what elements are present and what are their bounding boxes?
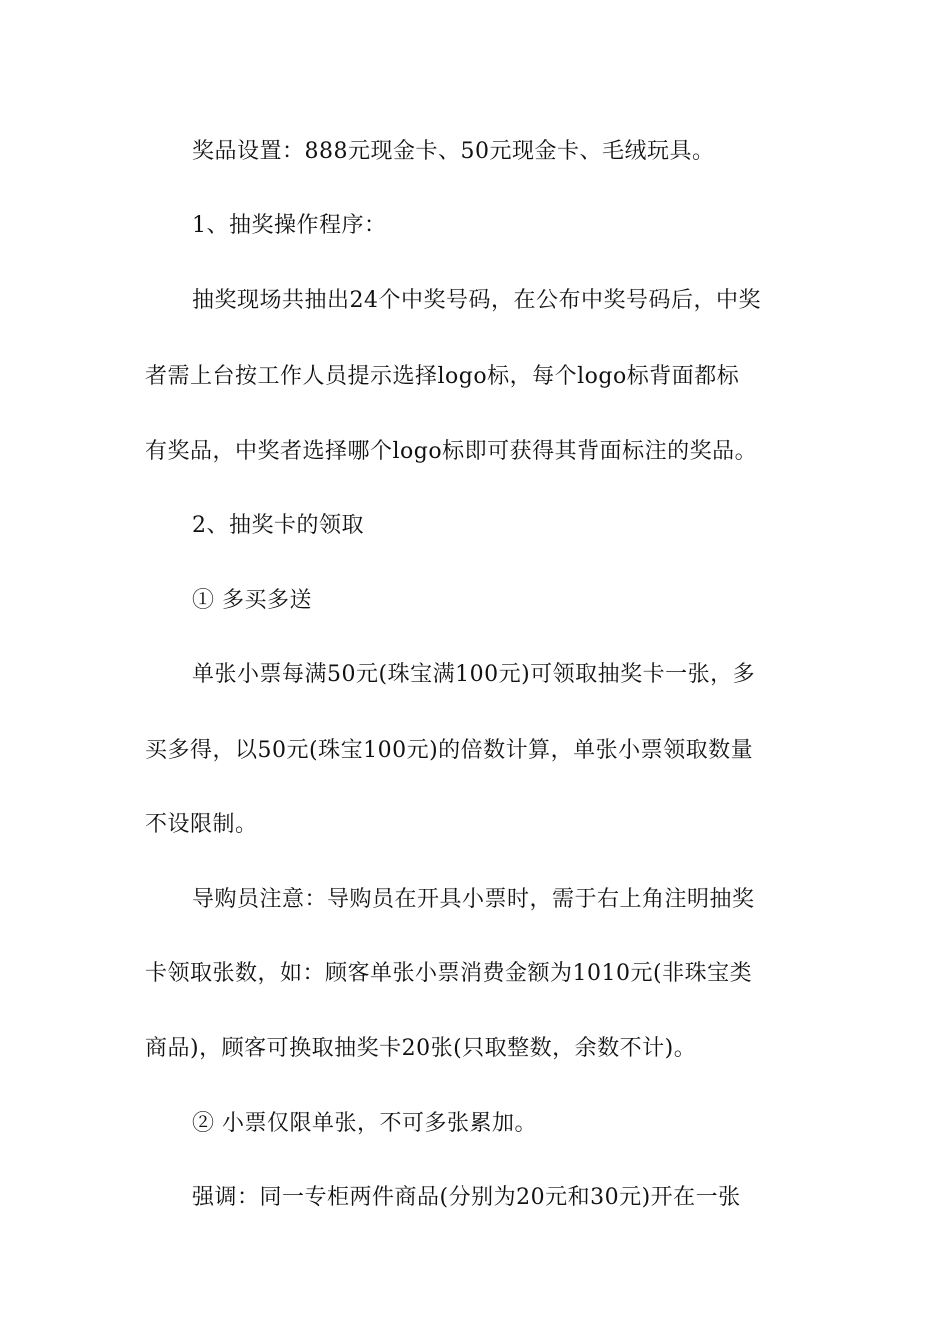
prize-settings-line: 奖品设置：888元现金卡、50元现金卡、毛绒玩具。	[192, 139, 715, 164]
subsection-2-heading: ② 小票仅限单张，不可多张累加。	[192, 1111, 537, 1136]
paragraph-line: 导购员注意：导购员在开具小票时，需于右上角注明抽奖	[192, 887, 755, 912]
subsection-1-heading: ① 多买多送	[192, 588, 312, 613]
paragraph-line: 商品)，顾客可换取抽奖卡20张(只取整数，余数不计)。	[145, 1036, 697, 1061]
paragraph-line: 买多得，以50元(珠宝100元)的倍数计算，单张小票领取数量	[145, 738, 754, 763]
paragraph-line: 有奖品，中奖者选择哪个logo标即可获得其背面标注的奖品。	[145, 439, 758, 464]
section-1-heading: 1、抽奖操作程序：	[192, 213, 387, 238]
paragraph-line: 者需上台按工作人员提示选择logo标，每个logo标背面都标	[145, 364, 740, 389]
section-2-heading: 2、抽奖卡的领取	[192, 513, 364, 538]
paragraph-line: 卡领取张数，如：顾客单张小票消费金额为1010元(非珠宝类	[145, 961, 753, 986]
paragraph-line: 强调：同一专柜两件商品(分别为20元和30元)开在一张	[192, 1185, 741, 1210]
paragraph-line: 不设限制。	[145, 812, 258, 837]
paragraph-line: 单张小票每满50元(珠宝满100元)可领取抽奖卡一张，多	[192, 662, 756, 687]
paragraph-line: 抽奖现场共抽出24个中奖号码，在公布中奖号码后，中奖	[192, 288, 761, 313]
